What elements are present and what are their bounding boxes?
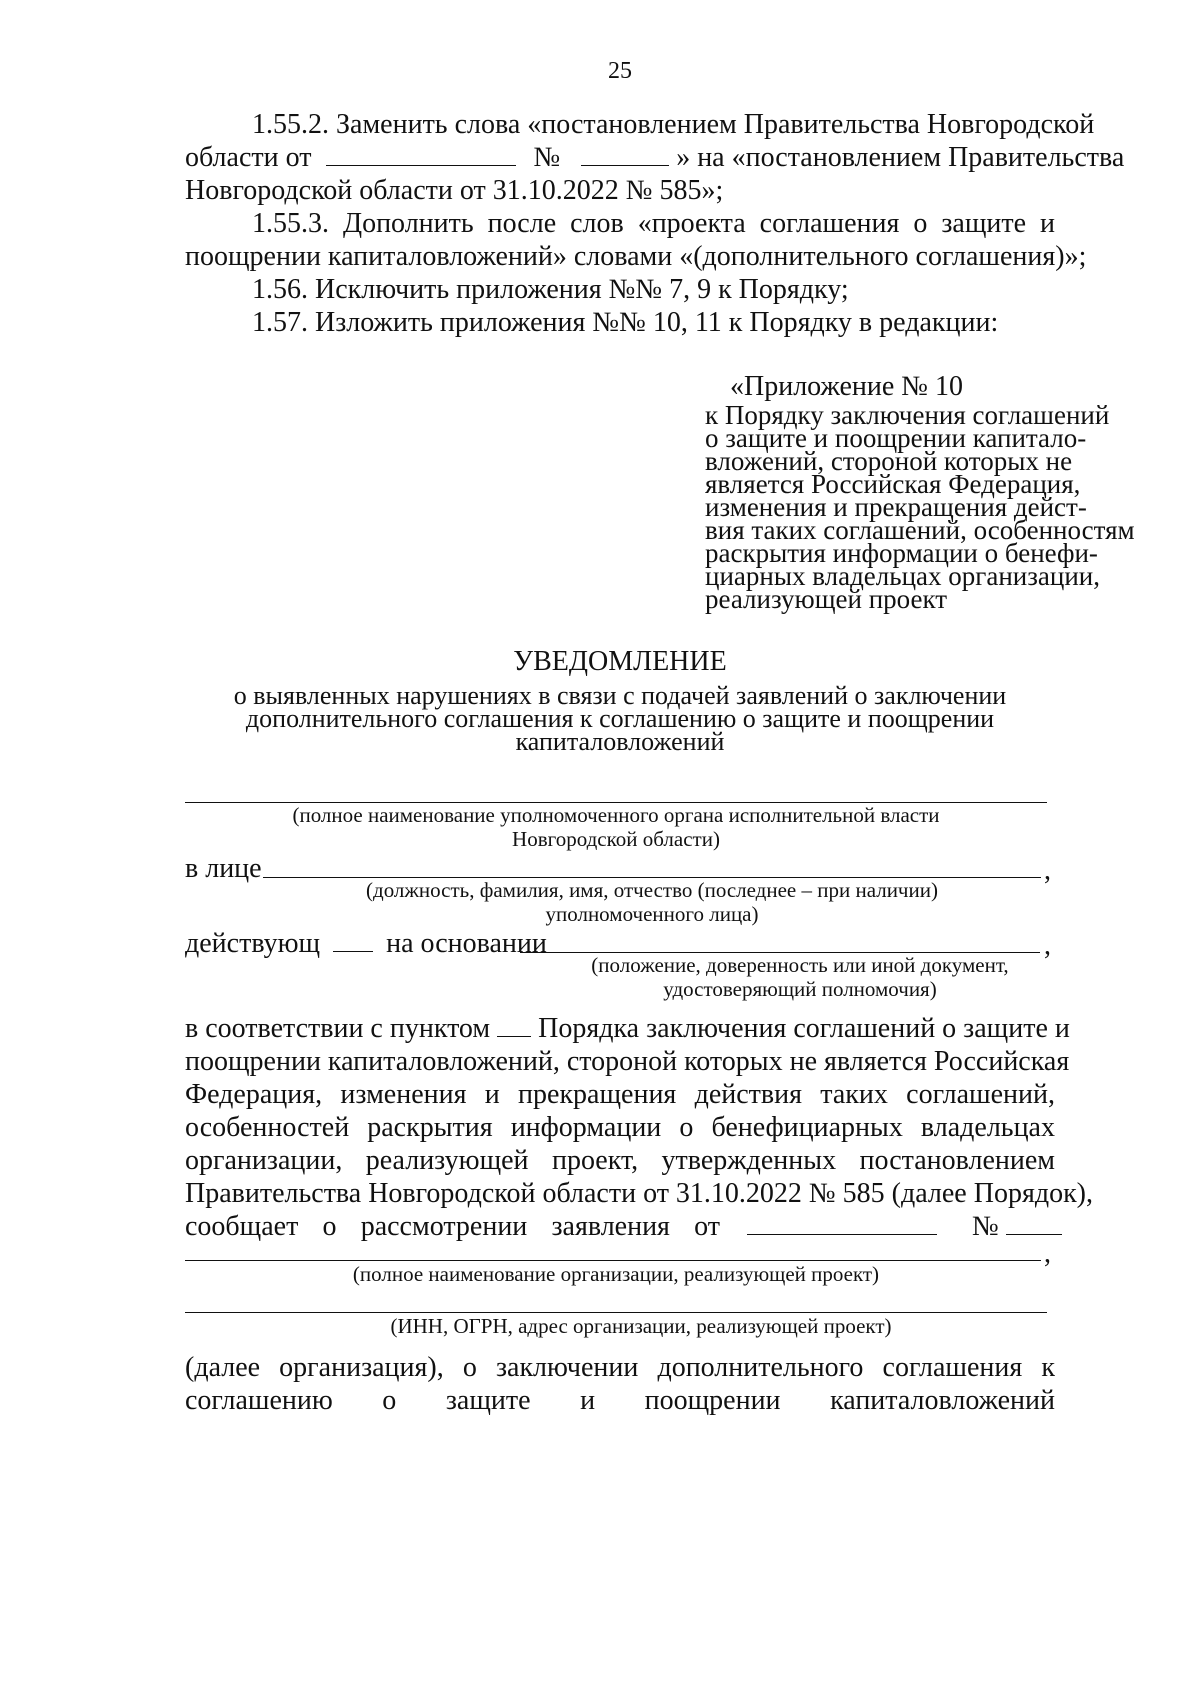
text-oblasti-ot: области от: [185, 142, 312, 173]
paragraph-1-57: 1.57. Изложить приложения №№ 10, 11 к Порядку в редакции:: [252, 307, 999, 338]
organization-name-line: [185, 1260, 1041, 1261]
organ-caption: [185, 803, 1047, 851]
annex-line: вложений, стороной которых не: [705, 446, 1073, 476]
person-comma: ,: [1044, 855, 1051, 886]
organization-caption: (полное наименование организации, реализующей проект): [352, 1262, 880, 1286]
annex-line: к Порядку заключения соглашений: [705, 400, 1110, 430]
annex-line: циарных владельцах организации,: [705, 561, 1100, 591]
in-person-label: в лице: [185, 853, 262, 884]
text-number-sign: №: [533, 142, 561, 173]
application-number-blank: [1006, 1212, 1062, 1235]
paragraph-1-55-2-line-1: 1.55.2. Заменить слова «постановлением Правительства Новгородской: [252, 109, 1095, 140]
paragraph-1-55-2-line-3: Новгородской области от 31.10.2022 № 585»;: [185, 175, 724, 206]
annex-line: вия таких соглашений, особенностям: [705, 515, 1135, 545]
basis-label: на основании: [386, 928, 547, 959]
annex-line: реализующей проект: [705, 584, 948, 614]
basis-comma: ,: [1044, 930, 1051, 961]
clause-number-blank: [497, 1014, 531, 1037]
notice-subtitle-line: дополнительного соглашения к соглашению о защите и поощрении: [245, 704, 995, 733]
application-date-blank: [747, 1212, 937, 1235]
notice-title: УВЕДОМЛЕНИЕ: [513, 646, 727, 677]
paragraph-1-56: 1.56. Исключить приложения №№ 7, 9 к Порядку;: [252, 274, 849, 305]
person-caption-line: (должность, фамилия, имя, отчество (последнее – при наличии): [366, 878, 938, 902]
body-line-7: [185, 1210, 1055, 1243]
person-caption-line: уполномоченного лица): [545, 902, 759, 926]
annex-line: о защите и поощрении капитало-: [705, 423, 1087, 453]
page-number: 25: [608, 58, 632, 84]
notice-subtitle-line: капиталовложений: [515, 727, 725, 756]
body-line-1-end: Порядка заключения соглашений о защите и: [538, 1013, 1070, 1044]
acting-ending-blank: [333, 929, 373, 952]
body-line-1-start: в соответствии с пунктом: [185, 1013, 491, 1044]
inn-line: [185, 1312, 1047, 1313]
basis-caption: [520, 953, 1080, 1001]
annex-description: [705, 400, 1135, 614]
organ-caption-line: (полное наименование уполномоченного органа исполнительной власти: [292, 803, 940, 827]
blank-date: [326, 143, 516, 166]
body-line-8: (далее организация), о заключении дополнительного соглашения к: [185, 1352, 1055, 1383]
annex-line: раскрытия информации о бенефи-: [705, 538, 1098, 568]
acting-label: [185, 927, 547, 960]
basis-caption-line: (положение, доверенность или иной документ,: [591, 953, 1009, 977]
basis-caption-line: удостоверяющий полномочия): [663, 977, 937, 1001]
paragraph-1-55-3-line-1: 1.55.3. Дополнить после слов «проекта соглашения о защите и: [252, 208, 1055, 239]
body-line-3: Федерация, изменения и прекращения действия таких соглашений,: [185, 1079, 1055, 1110]
blank-number: [581, 143, 669, 166]
paragraph-1-55-3-line-2: поощрении капиталовложений» словами «(дополнительного соглашения)»;: [185, 241, 1087, 272]
notice-subtitle-line: о выявленных нарушениях в связи с подачей заявлений о заключении: [233, 681, 1007, 710]
body-line-7-text: сообщает о рассмотрении заявления от: [185, 1211, 720, 1242]
body-line-2: поощрении капиталовложений, стороной которых не является Российская: [185, 1046, 1070, 1077]
body-line-1: [185, 1012, 1070, 1045]
paragraph-1-55-2-line-2: [185, 141, 1125, 174]
person-caption: [263, 878, 1041, 926]
body-line-6: Правительства Новгородской области от 31.10.2022 № 585 (далее Порядок),: [185, 1178, 1093, 1209]
application-number-sign: №: [972, 1211, 999, 1242]
body-line-4: особенностей раскрытия информации о бенефициарных владельцах: [185, 1112, 1055, 1143]
acting-text: действующ: [185, 928, 321, 959]
annex-line: является Российская Федерация,: [705, 469, 1081, 499]
organ-caption-line: Новгородской области): [512, 827, 720, 851]
annex-line: изменения и прекращения дейст-: [705, 492, 1087, 522]
body-line-9: соглашению о защите и поощрении капиталовложений: [185, 1385, 1055, 1416]
annex-title: «Приложение № 10: [730, 371, 963, 402]
body-line-5: организации, реализующей проект, утвержденных постановлением: [185, 1145, 1055, 1176]
organization-comma: ,: [1044, 1238, 1051, 1269]
notice-subtitle: [0, 681, 1200, 756]
inn-caption: (ИНН, ОГРН, адрес организации, реализующей проект): [390, 1314, 892, 1338]
text-replacement: » на «постановлением Правительства: [676, 142, 1125, 173]
